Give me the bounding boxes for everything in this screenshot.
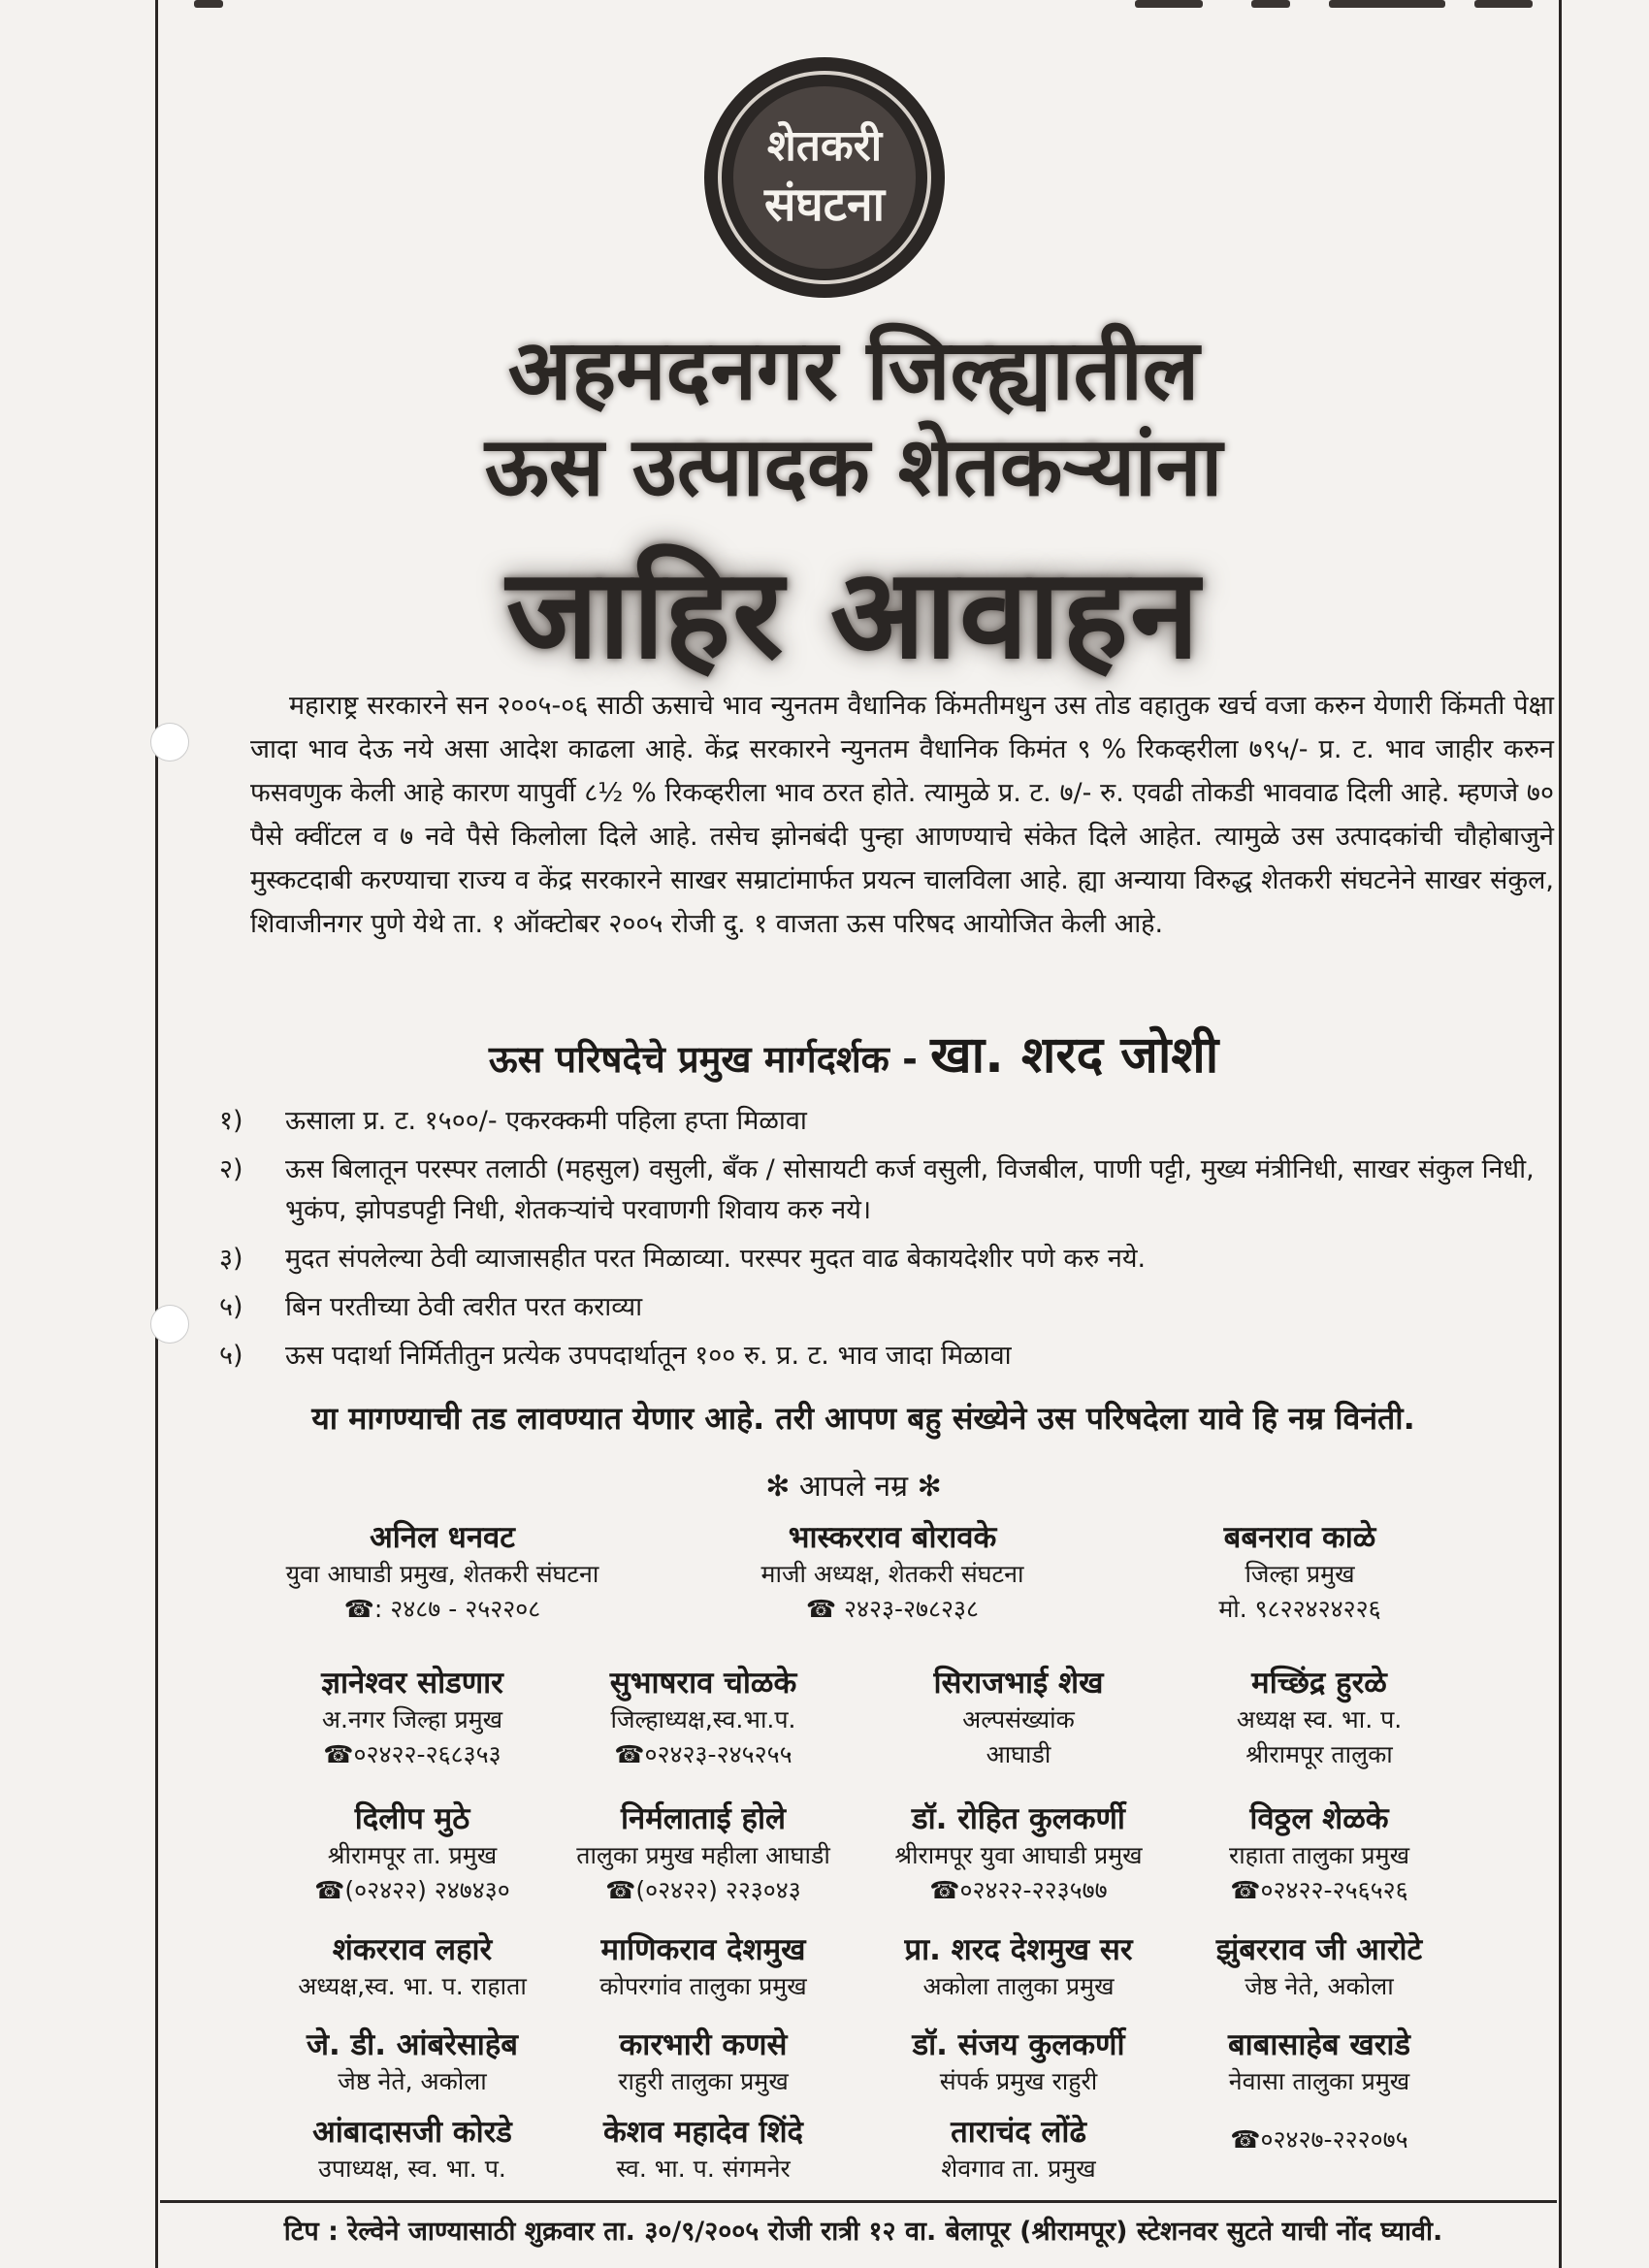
punch-hole [150, 723, 189, 761]
travel-note: टिप : रेल्वेने जाण्यासाठी शुक्रवार ता. ३०/९/२००५ रोजी रात्री १२ वा. बेलापूर (श्रीरामपूर) स्टेशनवर सुटते याची नोंद घ्यावी. [283, 2217, 1443, 2247]
signatory-title: जेष्ठ नेते, अकोला [1245, 1972, 1394, 2000]
request-line: या मागण्याची तड लावण्यात येणार आहे. तरी आपण बहु संख्येने उस परिषदेला यावे हि नम्र विनंती. [311, 1400, 1415, 1437]
signatory-name: ज्ञानेश्वर सोडणार [321, 1666, 503, 1701]
signatory-title: संपर्क प्रमुख राहुरी [939, 2067, 1098, 2095]
demand-text: मुदत संपलेल्या ठेवी व्याजासहीत परत मिळाव्या. परस्पर मुदत वाढ बेकायदेशीर पणे करु नये. [285, 1244, 1147, 1274]
signatory-phone: ☎०२४२२-२२३५७७ [929, 1876, 1108, 1904]
signatory-name: निर्मलाताई होले [620, 1801, 787, 1836]
footer-divider [160, 2200, 1557, 2203]
signatory-phone: ☎(०२४२२) २४७४३० [314, 1876, 510, 1904]
demand-text: ऊसाला प्र. ट. १५००/- एकरक्कमी पहिला हप्ता मिळावा [285, 1106, 807, 1136]
headline-farmers: ऊस उत्पादक शेतकऱ्यांना [484, 419, 1223, 514]
conference-guide-label: ऊस परिषदेचे प्रमुख मार्गदर्शक - [488, 1038, 918, 1081]
signatory [1106, 1518, 1494, 1627]
signatory-title: शेवगाव ता. प्रमुख [941, 2155, 1096, 2183]
signatory-phone: ☎०२४२७-२२२०७५ [1230, 2125, 1408, 2154]
signatory-title: स्व. भा. प. संगमनेर [616, 2155, 791, 2183]
demand-number: ३) [219, 1244, 243, 1274]
demand-number: ५) [219, 1292, 243, 1322]
signatory-name: विठ्ठल शेळके [1249, 1801, 1389, 1836]
signatory-name: दिलीप मुठे [354, 1801, 470, 1836]
signatory-name: सुभाषराव चोळके [609, 1666, 797, 1701]
signatory-name: केशव महादेव शिंदे [602, 2115, 803, 2150]
signatory-name: भास्करराव बोरावके [788, 1520, 997, 1555]
signatory-title: जेष्ठ नेते, अकोला [338, 2067, 487, 2095]
signatory-name: झुंबरराव जी आरोटे [1215, 1932, 1423, 1967]
demand-number: ५) [219, 1341, 243, 1371]
shetkari-sanghatana-logo [700, 53, 949, 302]
svg-text:शेतकरी: शेतकरी [766, 121, 883, 171]
signatory-phone: ☎(०२४२२) २२३०४३ [605, 1876, 801, 1904]
signatory-name: शंकरराव लहारे [332, 1932, 493, 1967]
demand-number: २) [219, 1154, 243, 1184]
signatory-name: जे. डी. आंबरेसाहेब [307, 2027, 518, 2062]
signatory [1125, 1930, 1513, 2004]
signatory-title: अकोला तालुका प्रमुख [922, 1972, 1115, 2000]
guide-name: खा. शरद जोशी [930, 1026, 1219, 1085]
signatory-name: आंबादासजी कोरडे [312, 2115, 512, 2150]
svg-text:संघटना: संघटना [763, 178, 886, 232]
signatory-name: डॉ. संजय कुलकर्णी [912, 2027, 1125, 2062]
demand-text: ऊस बिलातून परस्पर तलाठी (महसुल) वसुली, बँक / सोसायटी कर्ज वसुली, विजबील, पाणी पट्टी, मुख्य मंत्रीनिधी, साखर संकुल निधी, भुकंप, झोपडपट्टी निधी, शेतकऱ्यांचे परवाणगी शिवाय करु नये। [285, 1154, 1535, 1225]
intro-paragraph: महाराष्ट्र सरकारने सन २००५-०६ साठी ऊसाचे भाव न्युनतम वैधानिक किंमतीमधुन उस तोड वहातुक खर्च वजा करुन येणारी किंमती पेक्षा जादा भाव देऊ नये असा आदेश काढला आहे. केंद्र सरकारने न्युनतम वैधानिक किमंत ९ % रिकव्हरीला ७९५/- प्र. ट. भाव जाहीर करुन फसवणुक केली आहे कारण यापुर्वी ८½ % रिकव्हरीला भाव ठरत होते. त्यामुळे प्र. ट. ७/- रु. एवढी तोकडी भाववाढ दिली आहे. म्हणजे ७० पैसे क्वींटल व ७ नवे पैसे किलोला दिले आहे. तसेच झोनबंदी पुन्हा आणण्याचे संकेत दिले आहेत. त्यामुळे उस उत्पादकांची चौहोबाजुने मुस्कटदाबी करण्याचा राज्य व केंद्र सरकारने साखर सम्राटांमार्फत प्रयत्न चालविला आहे. ह्या अन्याया विरुद्ध शेतकरी संघटनेने साखर संकुल, शिवाजीनगर पुणे येथे ता. १ ऑक्टोबर २००५ रोजी दु. १ वाजता ऊस परिषद आयोजित केली आहे. [250, 691, 1554, 939]
signatory-name: मच्छिंद्र हुरळे [1251, 1666, 1387, 1701]
signatory-title: श्रीरामपूर युवा आघाडी प्रमुख [894, 1841, 1143, 1869]
signatory-name: कारभारी कणसे [619, 2027, 788, 2062]
signatory-phone: ☎०२४२३-२४५२५५ [614, 1740, 792, 1768]
signatory-name: बबनराव काळे [1223, 1520, 1376, 1555]
demand-item [219, 1101, 1558, 1142]
signatory-title: अल्पसंख्यांक [962, 1705, 1075, 1733]
signatory [1125, 1799, 1513, 1908]
demand-number: १) [219, 1106, 243, 1136]
demand-item [219, 1287, 1558, 1328]
signatory-title: जिल्हाध्यक्ष,स्व.भा.प. [610, 1705, 796, 1733]
demand-item [219, 1150, 1558, 1231]
signatory-title: नेवासा तालुका प्रमुख [1228, 2067, 1410, 2095]
punch-hole [150, 1305, 189, 1344]
signatory-name: अनिल धनवट [370, 1520, 515, 1555]
signatory-title: तालुका प्रमुख महीला आघाडी [576, 1841, 830, 1869]
demand-item [219, 1336, 1558, 1377]
signatory [698, 1518, 1086, 1627]
signatory-title: अ.नगर जिल्हा प्रमुख [321, 1705, 503, 1733]
demand-text: ऊस पदार्था निर्मितीतुन प्रत्येक उपपदार्थातून १०० रु. प्र. ट. भाव जादा मिळावा [285, 1341, 1012, 1371]
signatory-name: माणिकराव देशमुख [600, 1932, 806, 1967]
signatory-phone: ☎०२४२२-२५६५२६ [1230, 1876, 1408, 1904]
signatory [1125, 2025, 1513, 2099]
signatory [1125, 2122, 1513, 2157]
signatory-title: युवा आघाडी प्रमुख, शेतकरी संघटना [285, 1560, 599, 1588]
signatory-title: अध्यक्ष स्व. भा. प. [1236, 1705, 1403, 1733]
signatory-phone: ☎: २४८७ - २५२२०८ [343, 1595, 541, 1623]
greeting: ✻ आपले नम्र ✻ [765, 1470, 942, 1504]
demand-item [219, 1239, 1558, 1280]
demand-text: बिन परतीच्या ठेवी त्वरीत परत कराव्या [285, 1292, 643, 1322]
signatory-name: ताराचंद लोंढे [951, 2115, 1086, 2150]
signatory-phone: ☎०२४२२-२६८३५३ [323, 1740, 501, 1768]
signatory [248, 1518, 636, 1627]
signatory-name: प्रा. शरद देशमुख सर [904, 1932, 1133, 1967]
signatory-title: उपाध्यक्ष, स्व. भा. प. [318, 2155, 506, 2183]
signatory-name: डॉ. रोहित कुलकर्णी [912, 1801, 1125, 1836]
demands-list [219, 1101, 1558, 1384]
signatory-name: बाबासाहेब खराडे [1227, 2027, 1411, 2062]
signatory-title: श्रीरामपूर ता. प्रमुख [327, 1841, 498, 1869]
signatory-title: जिल्हा प्रमुख [1245, 1560, 1355, 1588]
signatory-title: आघाडी [986, 1740, 1051, 1768]
cut-off-top-text [175, 0, 1533, 14]
signatory-title: कोपरगांव तालुका प्रमुख [599, 1972, 807, 2000]
signatory-title: राहाता तालुका प्रमुख [1228, 1841, 1410, 1869]
headline-district: अहमदनगर जिल्ह्यातील [507, 322, 1200, 419]
conference-guide-heading [175, 1019, 1533, 1087]
signatory-title: माजी अध्यक्ष, शेतकरी संघटना [760, 1560, 1024, 1588]
signatory-title: अध्यक्ष,स्व. भा. प. राहाता [298, 1972, 527, 2000]
signatory-title: श्रीरामपूर तालुका [1245, 1740, 1393, 1768]
signatory-phone: ☎ २४२३-२७८२३८ [805, 1595, 980, 1623]
headline-public-appeal: जाहिर आवाहन [505, 542, 1202, 687]
signatory [1125, 1664, 1513, 1772]
signatory-phone: मो. ९८२२४२४२२६ [1218, 1595, 1381, 1623]
signatory-title: राहुरी तालुका प्रमुख [618, 2067, 789, 2095]
signatory-name: सिराजभाई शेख [933, 1666, 1104, 1701]
